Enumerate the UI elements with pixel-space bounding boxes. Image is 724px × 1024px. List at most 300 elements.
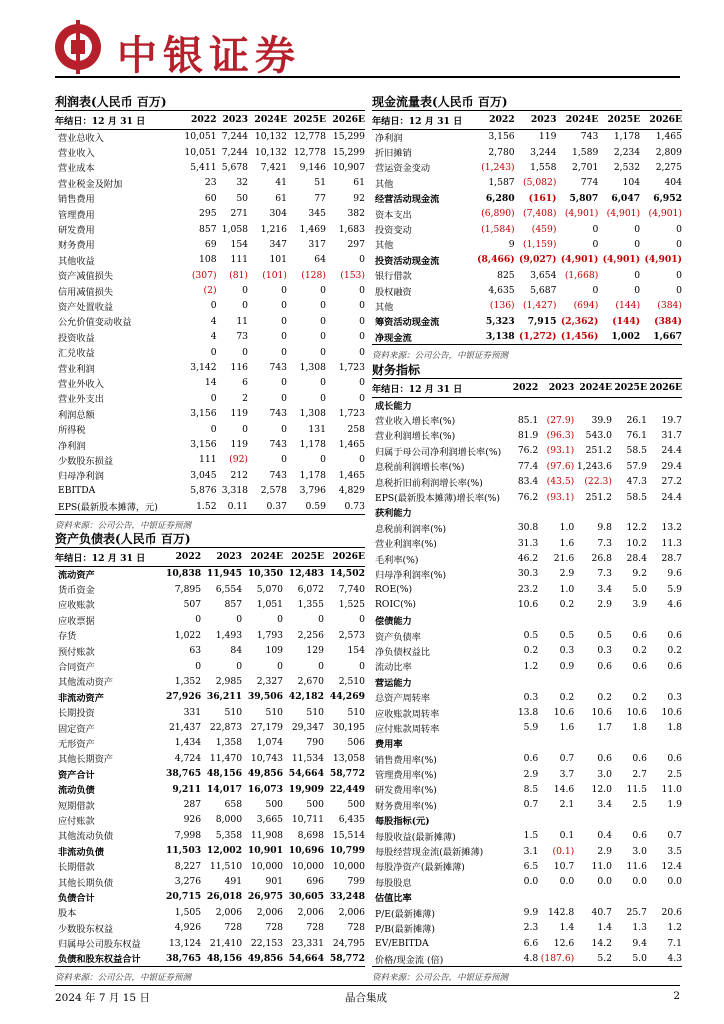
table-cell: 774 (580, 177, 599, 189)
table-cell: 1.0 (559, 583, 575, 595)
table-cell: 21,437 (168, 722, 202, 734)
table-cell (538, 612, 574, 627)
table-cell: 58,772 (329, 768, 365, 780)
table-cell: 0 (210, 392, 217, 404)
table-cell: (136) (489, 300, 515, 312)
table-row (55, 329, 365, 344)
table-cell: 0.2 (559, 691, 575, 703)
table-cell: 1,667 (653, 331, 682, 343)
table-cell: 3,665 (256, 814, 284, 826)
table-row (372, 252, 682, 267)
table-cell: 2.9 (597, 845, 612, 857)
row-label: 归母净利润率(%) (375, 569, 447, 581)
table-cell: 15,514 (332, 829, 365, 841)
table-row (55, 191, 365, 206)
table-cell: 1,434 (174, 737, 202, 749)
row-label: 应收账款周转率 (375, 708, 440, 720)
table-cell: 295 (199, 208, 217, 220)
table-cell: 10.6 (517, 599, 539, 611)
table-cell: 26,018 (206, 891, 243, 903)
table-cell: 38,765 (165, 952, 202, 964)
table-cell: (97.6) (546, 460, 575, 472)
table-cell: (5,082) (522, 177, 557, 189)
row-label: 合同资产 (58, 662, 95, 674)
table-cell: 304 (269, 208, 287, 220)
table-cell: 21.6 (553, 553, 575, 565)
table-cell (511, 612, 538, 627)
table-cell: 69 (204, 238, 217, 250)
table-cell: 1.0 (559, 522, 575, 534)
table-cell: 10.2 (626, 537, 647, 549)
row-label: 净利润 (58, 440, 86, 452)
table-cell: 0 (359, 331, 365, 343)
table-cell: 510 (347, 706, 365, 718)
table-cell: 12.6 (553, 937, 575, 949)
table-cell: 4,724 (174, 752, 202, 764)
table-cell: 14.2 (591, 937, 612, 949)
table-cell: (4,901) (648, 208, 682, 220)
table-cell: 2,006 (338, 906, 365, 918)
table-cell: 51 (314, 177, 326, 189)
row-label: 非流动负债 (58, 846, 104, 858)
balance-sheet (55, 530, 365, 984)
table-cell: 0 (359, 614, 365, 626)
table-cell: 3,045 (190, 469, 217, 481)
table-row (372, 828, 682, 843)
table-cell: 23,331 (291, 937, 324, 949)
table-cell: 116 (230, 362, 249, 374)
column-header: 2024E (242, 548, 283, 566)
table-cell: 22,449 (329, 783, 365, 795)
table-cell: 1.6 (559, 537, 575, 549)
table-cell: 12,483 (288, 568, 324, 580)
table-cell: 1,355 (297, 598, 324, 610)
table-cell: 0.7 (559, 753, 575, 765)
column-header: 2022 (511, 379, 538, 397)
table-cell: 0.6 (667, 753, 682, 765)
table-cell: 510 (224, 706, 243, 718)
column-header: 2026E (324, 548, 365, 566)
table-cell: 11,470 (209, 752, 243, 764)
table-cell: 2,275 (655, 161, 682, 173)
table-cell: 0.59 (305, 500, 326, 512)
table-cell: 2,256 (297, 629, 324, 641)
row-label: ROIC(%) (375, 599, 417, 611)
row-label: 每股股息 (375, 877, 412, 889)
table-cell: (187.6) (540, 953, 575, 965)
table-cell: 27,926 (165, 691, 202, 703)
table-cell: 212 (230, 469, 249, 481)
table-cell (612, 736, 647, 751)
table-row (55, 252, 365, 267)
table-cell: 0 (320, 377, 326, 389)
table-cell: 1.6 (559, 722, 575, 734)
table-cell: 0 (320, 454, 326, 466)
table-cell: 154 (347, 645, 365, 657)
table-row (372, 505, 682, 520)
row-label: 息税折旧前利润增长率(%) (375, 477, 483, 489)
table-row (372, 566, 682, 581)
column-header: 2023 (538, 379, 574, 397)
table-cell: 0.7 (667, 830, 682, 842)
table-cell: 0.3 (597, 645, 612, 657)
table-cell: 0 (195, 660, 202, 672)
table-row (372, 268, 682, 283)
table-row (372, 905, 682, 920)
table-row (55, 283, 365, 298)
table-cell: 30,195 (332, 722, 365, 734)
table-cell: (1,584) (481, 223, 515, 235)
table-row (55, 144, 365, 159)
table-row (55, 175, 365, 190)
table-cell: 58.5 (626, 491, 647, 503)
table-row (372, 936, 682, 951)
table-cell: 7,421 (260, 161, 287, 173)
table-cell: 7.3 (597, 537, 612, 549)
table-cell: 1.52 (196, 500, 217, 512)
table-cell: 30.8 (517, 522, 539, 534)
table-cell: 29.4 (661, 460, 682, 472)
table-cell: 19,909 (288, 783, 324, 795)
table-cell: 12.2 (626, 522, 647, 534)
table-cell (612, 813, 647, 828)
table-cell: 1,022 (174, 629, 202, 641)
table-cell: 11,945 (206, 568, 243, 580)
ratios-title: 财务指标 (372, 361, 682, 379)
table-cell: (4,901) (564, 208, 599, 220)
table-cell: 7,244 (221, 146, 249, 158)
table-cell: 5,678 (221, 161, 249, 173)
table-cell: (2) (203, 285, 217, 297)
table-cell: (2,362) (560, 315, 599, 327)
table-row (55, 452, 365, 467)
table-row (372, 751, 682, 766)
table-cell: (4,901) (606, 208, 641, 220)
row-label: 预付账款 (58, 646, 95, 658)
table-cell: 0 (676, 285, 682, 297)
row-label: 其他 (375, 301, 394, 313)
table-row (55, 843, 365, 858)
table-cell: 0.3 (667, 691, 682, 703)
table-cell: 728 (224, 922, 243, 934)
table-cell: (1,668) (564, 269, 599, 281)
table-cell: 1,558 (530, 161, 557, 173)
table-cell: 2.3 (523, 922, 539, 934)
table-cell: 8,698 (297, 829, 324, 841)
table-cell: 1.2 (667, 922, 682, 934)
table-cell: 0 (634, 238, 641, 250)
table-cell: 0 (320, 300, 326, 312)
table-cell: 5.9 (667, 583, 682, 595)
table-cell: 347 (269, 238, 287, 250)
row-label: 其他 (375, 240, 394, 252)
table-cell: 142.8 (547, 907, 575, 919)
table-row (55, 421, 365, 436)
table-cell (538, 397, 574, 412)
column-header: 2026E (647, 379, 682, 397)
table-cell: 119 (538, 131, 557, 143)
table-cell: 14 (204, 377, 217, 389)
table-cell: 1,465 (338, 439, 365, 450)
row-label: 财务费用率(%) (375, 800, 437, 812)
table-row (55, 237, 365, 252)
row-label: 其他 (375, 178, 394, 190)
table-cell: 27,179 (250, 722, 284, 734)
table-cell (538, 890, 574, 905)
table-cell: 0.5 (597, 630, 612, 642)
table-row (55, 597, 365, 612)
table-cell: 61 (275, 192, 287, 204)
table-row (372, 797, 682, 812)
table-cell (612, 890, 647, 905)
table-cell (647, 813, 682, 828)
table-cell: 0.6 (597, 660, 612, 672)
table-cell: 1.4 (559, 922, 575, 934)
table-cell: 2,670 (297, 675, 324, 687)
table-row (55, 905, 365, 920)
table-cell: 0 (210, 423, 217, 435)
table-cell: 0 (634, 285, 641, 297)
table-cell: 28.7 (661, 553, 682, 565)
table-cell: 27.2 (661, 476, 682, 488)
table-row (372, 459, 682, 474)
logo-bar (76, 20, 80, 74)
row-label: 资产减值损失 (58, 271, 114, 283)
row-label: 银行借款 (375, 271, 412, 283)
row-label: 流动资产 (58, 569, 95, 581)
table-cell: 4.8 (523, 953, 539, 965)
table-cell: 5,687 (530, 285, 557, 297)
table-cell: (153) (340, 269, 365, 281)
table-cell: 24,795 (332, 937, 365, 949)
table-cell: 11,510 (209, 860, 243, 872)
table-cell: 0 (281, 285, 287, 297)
table-cell: 4.3 (667, 953, 682, 965)
table-cell: 9.8 (597, 522, 612, 534)
table-cell: 0.6 (632, 630, 647, 642)
table-cell: 1,465 (655, 131, 682, 143)
column-header: 2023 (201, 548, 242, 566)
cashflow-title: 现金流量表(人民币 百万) (372, 93, 682, 111)
table-cell: 23 (204, 177, 217, 189)
table-row (55, 221, 365, 236)
table-cell: 76.1 (626, 429, 647, 441)
table-row (55, 360, 365, 375)
table-cell: 0 (236, 660, 243, 672)
table-cell: 6.5 (523, 860, 539, 872)
table-cell: 58.5 (626, 445, 647, 457)
table-cell (647, 674, 682, 689)
row-label: 营运能力 (375, 677, 412, 689)
table-cell: 1.7 (597, 722, 612, 734)
table-cell: 251.2 (585, 491, 612, 503)
table-cell: 1,793 (256, 629, 284, 641)
table-cell: 3,156 (488, 131, 515, 143)
table-cell (647, 612, 682, 627)
table-cell: (4,901) (602, 254, 641, 266)
row-label: 少数股东权益 (58, 923, 114, 935)
table-cell: (459) (531, 223, 557, 235)
table-cell: 1,723 (338, 362, 365, 374)
row-label: 归属于母公司净利润增长率(%) (375, 446, 502, 458)
table-cell: 49,856 (247, 952, 284, 964)
table-cell: 10,907 (332, 161, 365, 173)
table-cell: 29,347 (291, 722, 324, 734)
row-label: 归母净利润 (58, 471, 104, 483)
column-header: 2025E (612, 379, 647, 397)
table-cell (574, 674, 612, 689)
table-cell: 1,493 (215, 629, 243, 641)
table-cell: 0.5 (523, 630, 539, 642)
table-cell: 1,058 (221, 223, 249, 235)
row-label: 经营活动现金流 (375, 194, 440, 206)
table-cell: (384) (657, 300, 682, 312)
row-label: 负债合计 (58, 892, 95, 904)
table-cell: 76.2 (517, 491, 539, 503)
table-cell: 5.0 (632, 953, 647, 965)
table-row (372, 782, 682, 797)
table-cell: 0.0 (597, 876, 612, 888)
table-cell: 2,006 (215, 906, 243, 918)
table-cell: 1,683 (338, 223, 365, 235)
table-cell: 85.1 (517, 414, 539, 426)
table-cell: 825 (497, 269, 515, 281)
table-cell: 1,074 (256, 737, 284, 749)
table-row (55, 314, 365, 329)
table-cell: 1,723 (338, 408, 365, 420)
table-row (55, 951, 365, 966)
table-row (372, 428, 682, 443)
table-row (55, 812, 365, 827)
table-cell: 0 (359, 315, 365, 327)
table-cell: 10,901 (247, 845, 284, 857)
table-cell: 0 (676, 238, 682, 250)
table-cell: 2,510 (338, 675, 365, 687)
table-cell: 40.7 (591, 907, 612, 919)
table-cell: 857 (224, 598, 243, 610)
table-row (55, 735, 365, 750)
column-header: 2022 (178, 111, 216, 129)
column-header: 2025E (287, 111, 326, 129)
table-cell (538, 736, 574, 751)
table-cell: (43.5) (546, 476, 575, 488)
table-cell: (27.9) (546, 414, 575, 426)
table-cell: 0 (236, 614, 243, 626)
table-cell: 0.0 (559, 876, 575, 888)
table-cell: (128) (301, 269, 326, 281)
table-cell: 696 (306, 876, 324, 887)
row-label: 存货 (58, 631, 77, 643)
balance-table (55, 548, 365, 966)
table-cell: 9.9 (523, 907, 539, 919)
table-cell: 0.9 (559, 660, 575, 672)
table-cell: 728 (265, 922, 284, 934)
cashflow-table (372, 111, 682, 344)
table-cell: (92) (229, 454, 249, 466)
table-cell: 15,299 (332, 146, 365, 158)
table-cell: 2,780 (488, 146, 515, 158)
table-cell: 47.3 (626, 476, 647, 488)
row-label: P/B(最新摊薄) (375, 923, 435, 935)
table-cell: 2,006 (256, 906, 284, 918)
table-cell: 58,772 (329, 952, 365, 964)
table-cell (511, 736, 538, 751)
table-cell: 4,829 (338, 485, 365, 497)
column-header: 2024E (556, 111, 598, 129)
table-cell: 54,664 (288, 768, 324, 780)
table-cell: 1.4 (597, 922, 612, 934)
row-label: 管理费用 (58, 209, 95, 221)
table-row (372, 160, 682, 175)
table-cell: 6,952 (653, 192, 682, 204)
row-label: EPS(最新股本摊薄)增长率(%) (375, 493, 500, 505)
table-cell: 0.6 (597, 753, 612, 765)
row-label: 营业利润增长率(%) (375, 431, 456, 443)
row-label: 股权融资 (375, 286, 412, 298)
table-cell: 0 (318, 660, 324, 672)
row-label: 价格/现金流 (倍) (375, 954, 444, 966)
column-header: 年结日：12 月 31 日 (55, 548, 160, 566)
table-cell: 2,327 (256, 675, 284, 687)
row-label: P/E(最新摊薄) (375, 908, 435, 920)
table-cell: 0.6 (667, 630, 682, 642)
row-label: 净现金流 (375, 332, 412, 344)
table-cell (612, 674, 647, 689)
report-header (55, 18, 680, 78)
row-label: 汇兑收益 (58, 348, 95, 360)
row-label: 净利润 (375, 132, 403, 144)
table-cell: 10,743 (250, 752, 284, 764)
table-cell: 1,051 (256, 598, 284, 610)
row-label: 研发费用率(%) (375, 785, 437, 797)
table-cell: 0.0 (632, 876, 647, 888)
table-cell: 2.5 (632, 799, 647, 811)
table-cell: 0 (210, 346, 217, 358)
row-label: 非流动资产 (58, 692, 104, 704)
table-cell: 64 (314, 254, 326, 266)
table-row (372, 221, 682, 236)
table-cell (538, 813, 574, 828)
table-row (372, 520, 682, 535)
table-cell: 16,073 (247, 783, 284, 795)
table-cell: 15,299 (332, 131, 365, 143)
table-cell: (4,901) (644, 254, 682, 266)
row-label: 偿债能力 (375, 616, 412, 628)
income-table (55, 111, 365, 514)
table-row (372, 175, 682, 190)
row-label: 研发费用 (58, 225, 95, 237)
table-cell: 2.9 (559, 568, 575, 580)
table-cell: 2,006 (297, 906, 324, 918)
table-cell: 1,308 (299, 408, 326, 420)
table-cell: 10,132 (254, 146, 287, 158)
table-cell: 13,124 (168, 937, 202, 949)
table-cell (574, 397, 612, 412)
table-cell: (384) (654, 315, 682, 327)
table-cell: 11,908 (250, 829, 284, 841)
table-cell: 10,132 (254, 131, 287, 143)
table-cell: (4,901) (560, 254, 599, 266)
table-cell (511, 890, 538, 905)
column-header: 2023 (515, 111, 557, 129)
table-cell: 7,244 (221, 131, 249, 143)
table-cell: 12,778 (293, 131, 326, 143)
table-cell: 9 (508, 238, 515, 250)
table-cell: 345 (308, 208, 326, 220)
cashflow-statement (372, 93, 682, 362)
table-cell: 506 (347, 737, 365, 749)
table-row (372, 237, 682, 252)
